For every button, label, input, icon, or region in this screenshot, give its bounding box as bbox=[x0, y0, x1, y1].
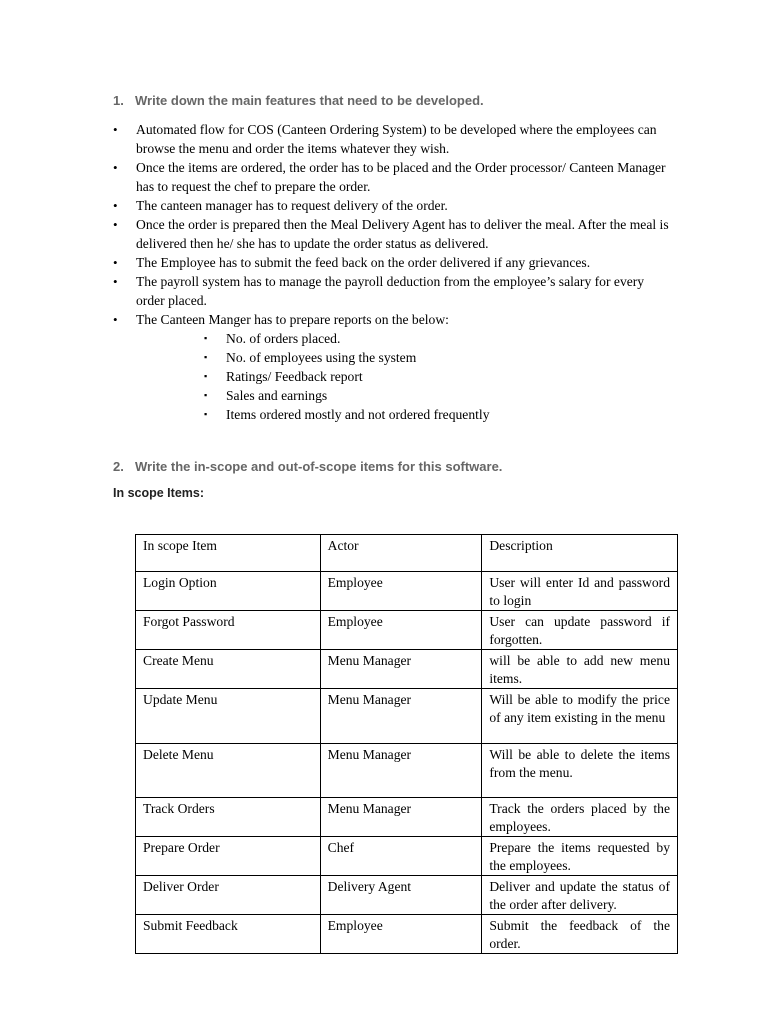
table-cell: Employee bbox=[320, 572, 482, 611]
table-cell: Menu Manager bbox=[320, 650, 482, 689]
table-row bbox=[136, 915, 678, 954]
table-cell: Submit the feedback of the order. bbox=[482, 915, 678, 954]
list-item: • Once the items are ordered, the order has to be placed and the Order processor/ Canteen Manager has to request the chef to prepare the order. bbox=[112, 158, 672, 196]
section-2-number: 2. bbox=[113, 459, 124, 474]
table-cell: User can update password if forgotten. bbox=[482, 611, 678, 650]
table-row bbox=[136, 572, 678, 611]
list-item: • The Employee has to submit the feed back on the order delivered if any grievances. bbox=[112, 253, 672, 272]
list-item-text: The Canteen Manger has to prepare reports on the below: bbox=[136, 312, 449, 327]
section-2-title: Write the in-scope and out-of-scope items for this software. bbox=[135, 459, 503, 474]
table-row bbox=[136, 650, 678, 689]
table-cell: Forgot Password bbox=[136, 611, 321, 650]
table-cell: Employee bbox=[320, 915, 482, 954]
table-cell: Menu Manager bbox=[320, 744, 482, 798]
table-cell: Will be able to delete the items from the menu. bbox=[482, 744, 678, 798]
in-scope-subheading: In scope Items: bbox=[113, 486, 204, 500]
table-row bbox=[136, 689, 678, 744]
sublist-item: ▪ Items ordered mostly and not ordered frequently bbox=[136, 405, 672, 424]
list-item: • Automated flow for COS (Canteen Ordering System) to be developed where the employees can browse the menu and order the items whatever they wish. bbox=[112, 120, 672, 158]
reports-sublist bbox=[136, 329, 672, 424]
table-cell: Update Menu bbox=[136, 689, 321, 744]
sublist-item: ▪ Sales and earnings bbox=[136, 386, 672, 405]
section-2-heading bbox=[113, 459, 502, 475]
table-cell: Menu Manager bbox=[320, 689, 482, 744]
table-cell: Delivery Agent bbox=[320, 876, 482, 915]
section-1-title: Write down the main features that need to be developed. bbox=[135, 93, 484, 108]
table-cell: Login Option bbox=[136, 572, 321, 611]
table-cell: Employee bbox=[320, 611, 482, 650]
section-1-number: 1. bbox=[113, 93, 124, 108]
table-cell: Deliver and update the status of the order after delivery. bbox=[482, 876, 678, 915]
list-item: • Once the order is prepared then the Meal Delivery Agent has to deliver the meal. After the meal is delivered then he/ she has to update the order status as delivered. bbox=[112, 215, 672, 253]
table-cell: Prepare Order bbox=[136, 837, 321, 876]
sublist-item: ▪ No. of orders placed. bbox=[136, 329, 672, 348]
table-cell: Prepare the items requested by the employees. bbox=[482, 837, 678, 876]
table-cell: Track the orders placed by the employees. bbox=[482, 798, 678, 837]
table-row bbox=[136, 798, 678, 837]
table-row bbox=[136, 876, 678, 915]
table-cell: Will be able to modify the price of any item existing in the menu bbox=[482, 689, 678, 744]
table-cell: User will enter Id and password to login bbox=[482, 572, 678, 611]
table-cell: Menu Manager bbox=[320, 798, 482, 837]
table-header-row bbox=[136, 535, 678, 572]
table-cell: Track Orders bbox=[136, 798, 321, 837]
sublist-item: ▪ No. of employees using the system bbox=[136, 348, 672, 367]
table-cell: Create Menu bbox=[136, 650, 321, 689]
list-item bbox=[112, 310, 672, 424]
sublist-item: ▪ Ratings/ Feedback report bbox=[136, 367, 672, 386]
table-cell: will be able to add new menu items. bbox=[482, 650, 678, 689]
features-list bbox=[112, 120, 672, 424]
table-cell: Chef bbox=[320, 837, 482, 876]
column-header: Actor bbox=[320, 535, 482, 572]
in-scope-table bbox=[135, 534, 678, 954]
list-item: • The payroll system has to manage the payroll deduction from the employee’s salary for every order placed. bbox=[112, 272, 672, 310]
table-cell: Delete Menu bbox=[136, 744, 321, 798]
table-cell: Deliver Order bbox=[136, 876, 321, 915]
list-item: • The canteen manager has to request delivery of the order. bbox=[112, 196, 672, 215]
column-header: In scope Item bbox=[136, 535, 321, 572]
column-header: Description bbox=[482, 535, 678, 572]
table-row bbox=[136, 837, 678, 876]
table-row bbox=[136, 611, 678, 650]
section-1-heading bbox=[113, 93, 484, 109]
table-row bbox=[136, 744, 678, 798]
table-cell: Submit Feedback bbox=[136, 915, 321, 954]
